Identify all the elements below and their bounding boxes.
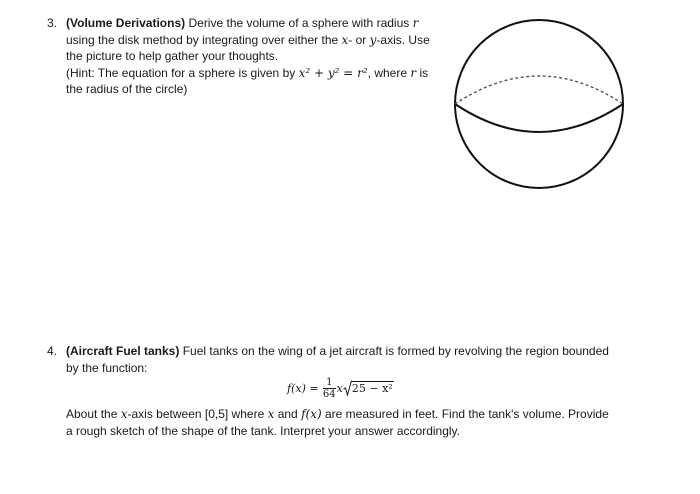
text-fragment: -axis between [0,5] where [127, 407, 268, 421]
text-fragment: Fuel tanks on the wing of a jet aircraft is formed by revolving the region bounded [179, 344, 609, 358]
math-variable: x [120, 407, 128, 421]
problem-3 [47, 15, 447, 98]
problem-4-line-1 [66, 343, 647, 360]
problem-title: (Volume Derivations) [66, 16, 186, 30]
fraction-denominator: 64 [322, 389, 336, 400]
sphere-outline [455, 20, 623, 188]
equation-lhs: f(x) = [287, 382, 319, 396]
problem-3-line-2 [66, 32, 447, 49]
sphere-equation: x² + y² = r² [298, 65, 368, 80]
radicand: 25 − x² [351, 382, 393, 396]
problem-number: 3. [47, 16, 58, 30]
square-root [343, 380, 394, 397]
math-variable: r [412, 16, 419, 30]
problem-4-line-3 [66, 406, 647, 423]
problem-3-line-5: the radius of the circle) [66, 82, 188, 96]
text-fragment: and [274, 407, 302, 421]
text-fragment: Derive the volume of a sphere with radius [185, 16, 413, 30]
fraction-numerator: 1 [326, 377, 333, 388]
math-variable: r [410, 65, 417, 80]
equator-back-arc [455, 76, 623, 104]
text-fragment: using the disk method by integrating over either the [66, 32, 342, 47]
sphere-illustration [450, 18, 632, 194]
text-fragment: -axis. Use [376, 32, 430, 47]
math-function: f(x) [301, 407, 322, 421]
text-fragment: are measured in feet. Find the tank's volume. Provide [321, 407, 609, 421]
math-variable: x [267, 407, 275, 421]
problem-3-hint [66, 65, 447, 82]
text-fragment: is [416, 65, 429, 80]
text-fragment: (Hint: The equation for a sphere is given by [66, 65, 299, 80]
math-variable: x [341, 32, 349, 47]
text-fragment: , where [367, 65, 411, 80]
problem-4-line-4: a rough sketch of the shape of the tank. Interpret your answer accordingly. [66, 423, 461, 438]
problem-title: (Aircraft Fuel tanks) [66, 344, 180, 358]
problem-4-text [66, 343, 647, 439]
problem-3-text [66, 15, 447, 98]
text-fragment: - or [348, 32, 370, 47]
text-fragment: About the [66, 407, 121, 421]
fraction [323, 378, 336, 400]
fuel-tank-equation [287, 378, 647, 406]
problem-4 [47, 343, 647, 439]
problem-3-line-1 [66, 15, 447, 32]
math-variable: x [336, 382, 343, 396]
math-variable: y [369, 32, 377, 47]
problem-4-line-2: by the function: [66, 360, 148, 375]
equator-front-arc [455, 104, 623, 132]
problem-number: 4. [47, 344, 58, 358]
radical-sign-icon [343, 380, 352, 396]
problem-3-line-3: the picture to help gather your thoughts. [66, 49, 279, 63]
